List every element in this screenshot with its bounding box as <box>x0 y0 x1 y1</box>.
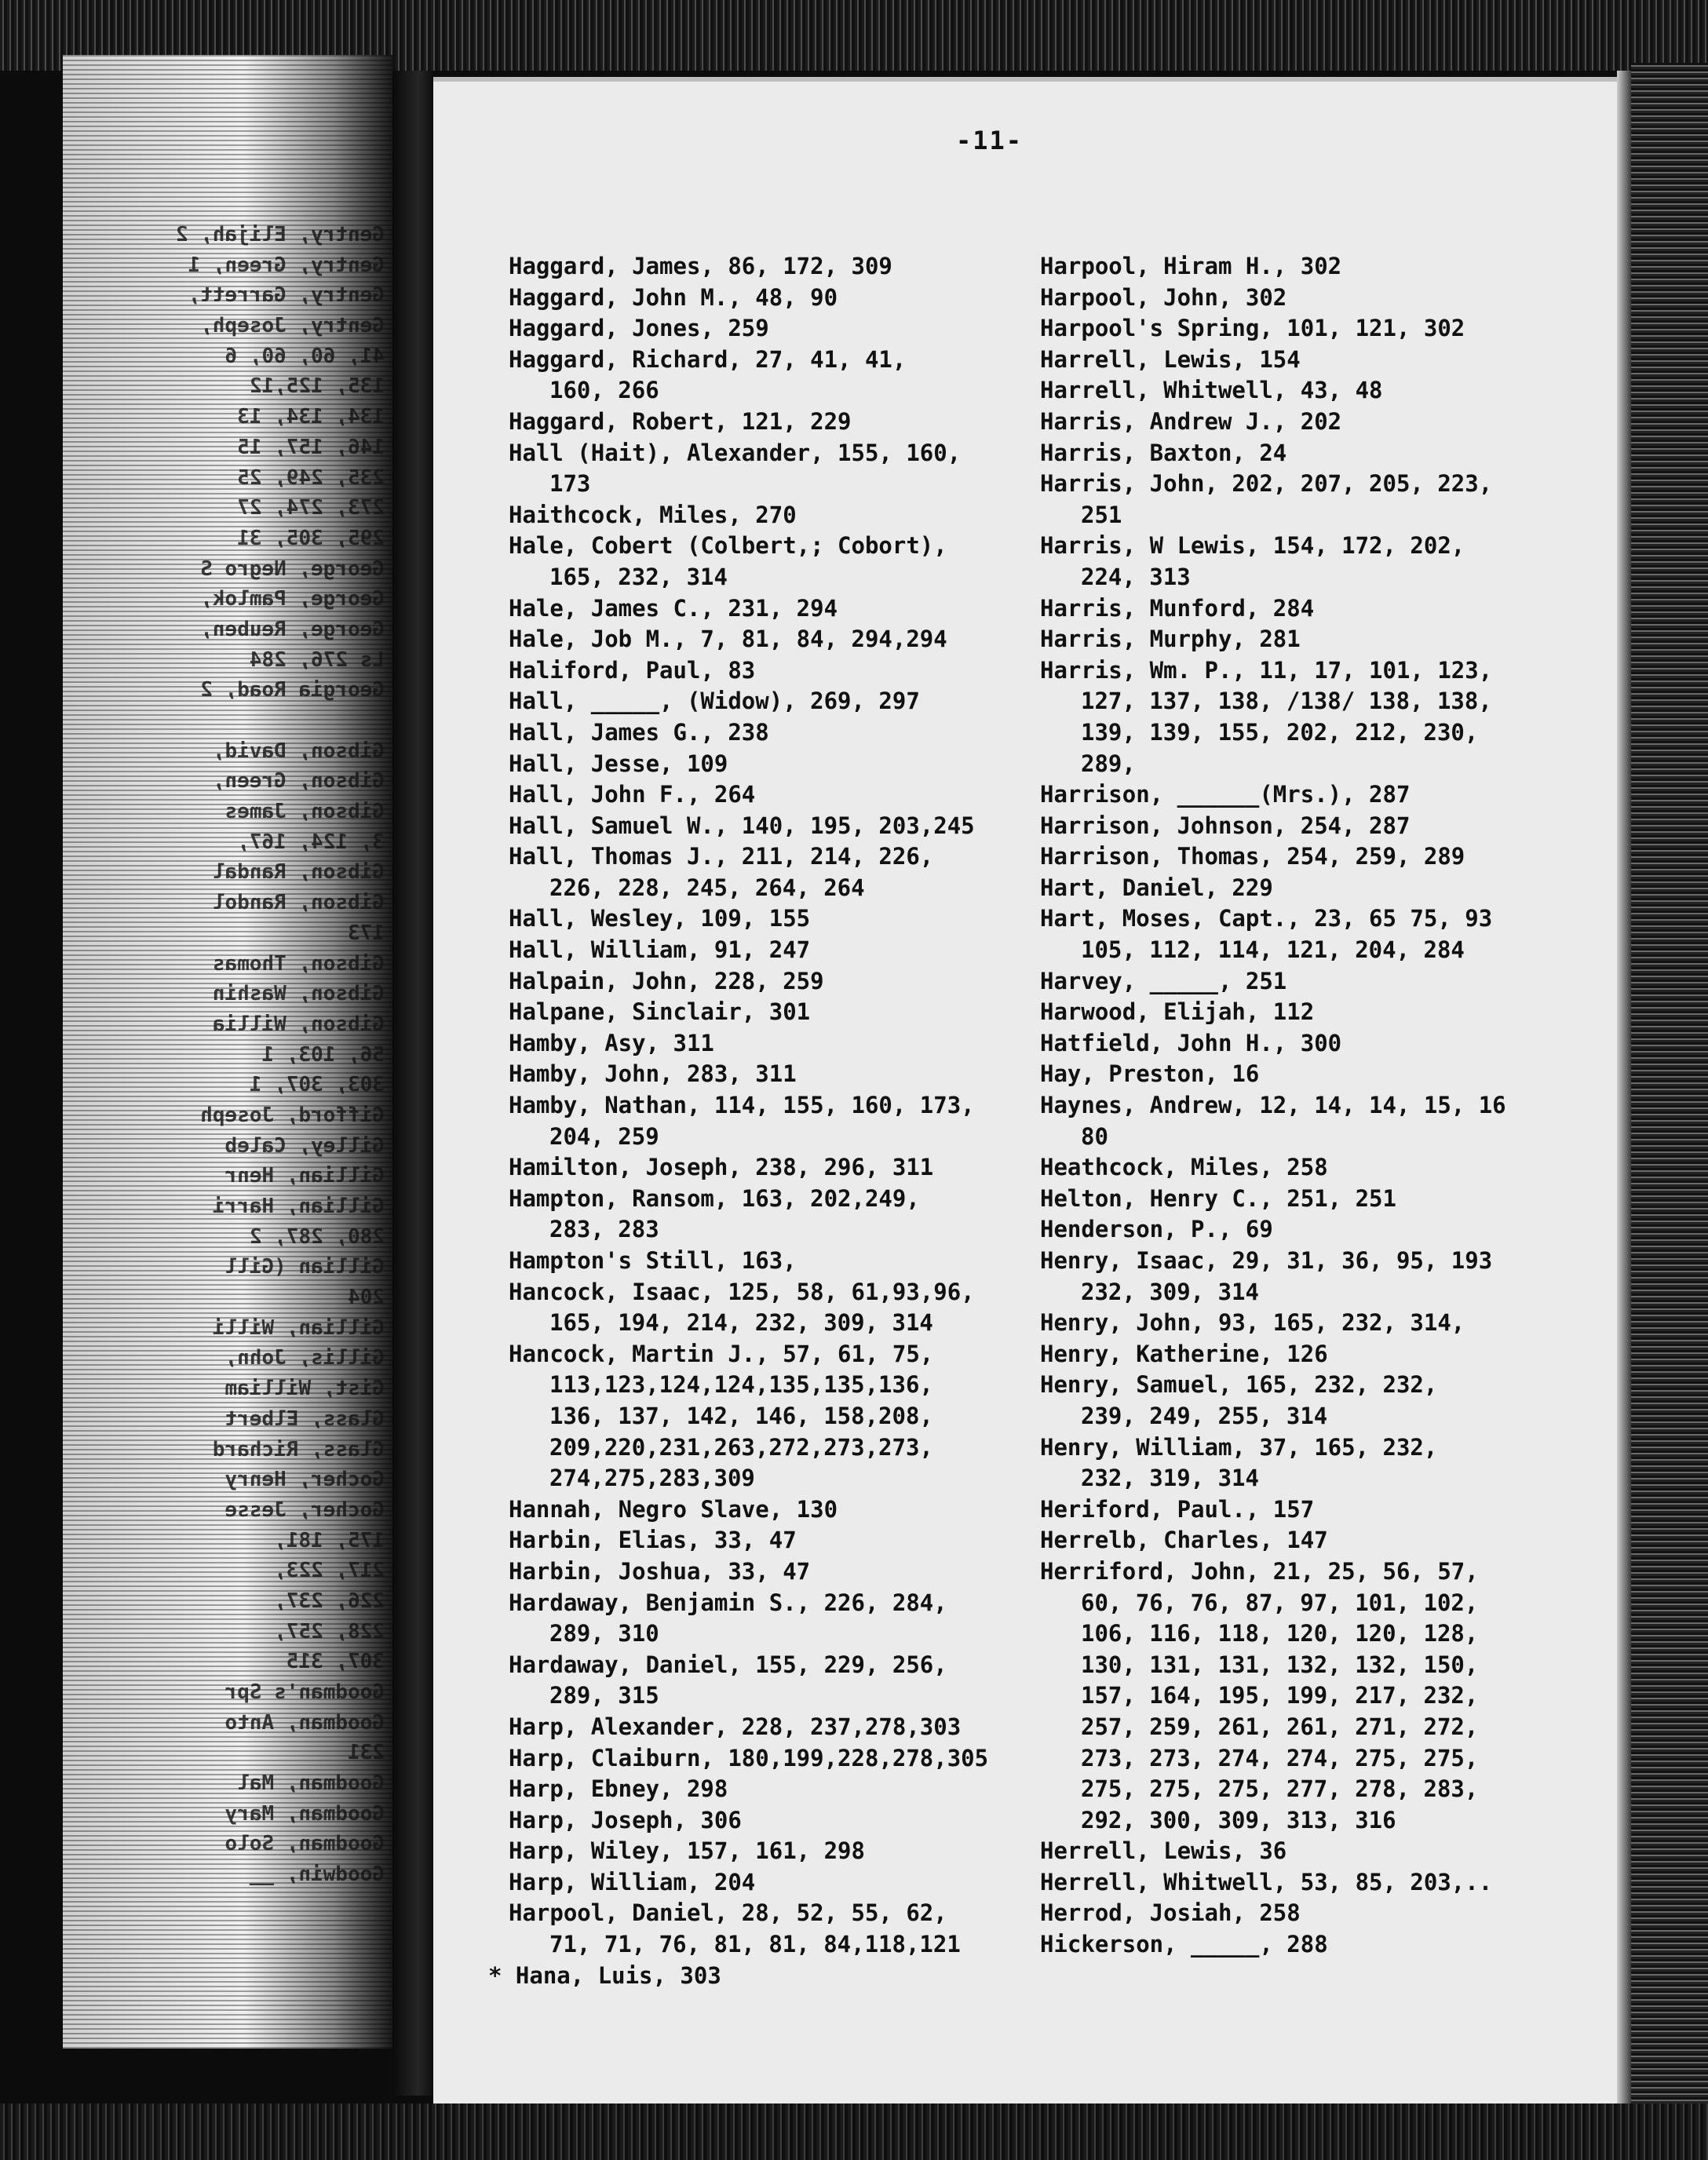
mirrored-bleed-text <box>71 220 385 1890</box>
index-entry-continuation: 60, 76, 76, 87, 97, 101, 102, <box>1081 1589 1479 1616</box>
index-entry-continuation: 239, 249, 255, 314 <box>1081 1402 1328 1429</box>
index-entry-continuation: 136, 137, 142, 146, 158,208, <box>549 1402 933 1429</box>
index-entry: Harbin, Elias, 33, 47 <box>509 1527 797 1554</box>
bleed-line: Gibson, Thomas <box>212 951 385 976</box>
index-entry: Harrison, Thomas, 254, 259, 289 <box>1040 843 1465 870</box>
index-entry: Hannah, Negro Slave, 130 <box>509 1495 838 1523</box>
bleed-line: Gentry, Elijah, 2 <box>175 223 385 246</box>
index-entry: Haggard, Jones, 259 <box>509 315 769 342</box>
index-entry-continuation: 289, 315 <box>549 1682 659 1709</box>
page-number: -11- <box>956 126 1024 155</box>
index-entry-continuation: 127, 137, 138, /138/ 138, 138, <box>1081 688 1492 715</box>
index-entry-continuation: 283, 283 <box>549 1216 659 1243</box>
index-entry-continuation: 224, 313 <box>1081 563 1191 590</box>
index-entry: Hart, Moses, Capt., 23, 65 75, 93 <box>1040 905 1493 932</box>
bleed-line: Gillian (Gill <box>224 1255 385 1279</box>
bleed-line: 235, 249, 25 <box>237 465 385 490</box>
index-entry: Harpool, Hiram H., 302 <box>1040 253 1342 279</box>
bleed-line: Goodman, Mary <box>224 1801 385 1826</box>
index-entry: Harpool's Spring, 101, 121, 302 <box>1040 315 1465 342</box>
index-entry-continuation: 71, 71, 76, 81, 81, 84,118,121 <box>549 1931 961 1958</box>
bleed-line: 135, 125,12 <box>249 374 385 399</box>
index-entry-continuation: 209,220,231,263,272,273,273, <box>549 1433 933 1461</box>
bleed-line: Gibson, Washin <box>212 982 385 1006</box>
index-entry: Hamby, John, 283, 311 <box>509 1060 797 1088</box>
bleed-line: Goodwin, __ <box>249 1863 385 1887</box>
index-entry: Harris, John, 202, 207, 205, 223, <box>1040 470 1493 498</box>
index-entry: Harpool, Daniel, 28, 52, 55, 62, <box>509 1899 947 1927</box>
index-entry: Hancock, Martin J., 57, 61, 75, <box>509 1340 934 1367</box>
index-entry: Harrison, Johnson, 254, 287 <box>1040 812 1411 839</box>
index-column-right <box>1040 251 1542 1961</box>
bleed-line: Gibson, James <box>224 800 385 824</box>
index-entry: Harris, W Lewis, 154, 172, 202, <box>1040 532 1465 560</box>
index-entry: Hall, Samuel W., 140, 195, 203,245 <box>509 812 975 839</box>
index-entry: Harris, Wm. P., 11, 17, 101, 123, <box>1040 656 1493 684</box>
index-entry: Harris, Andrew J., 202 <box>1040 407 1342 435</box>
bleed-line: Goodman's Spr <box>224 1680 385 1704</box>
index-entry: Hall, Jesse, 109 <box>509 750 728 777</box>
index-entry-continuation: 257, 259, 261, 261, 271, 272, <box>1081 1713 1479 1740</box>
bleed-line: Goodman, Anto <box>224 1710 385 1735</box>
facing-page-bleed <box>63 55 392 2049</box>
bleed-line: 226, 237, <box>274 1589 385 1613</box>
index-entry-continuation: 204, 259 <box>549 1122 659 1150</box>
index-entry: Harp, William, 204 <box>509 1868 756 1895</box>
index-entry-continuation: 80 <box>1081 1122 1108 1150</box>
index-entry: Harpool, John, 302 <box>1040 283 1287 311</box>
index-entry-continuation: 289, 310 <box>549 1620 659 1647</box>
bleed-line: 175, 181, <box>274 1528 385 1552</box>
bleed-line: Gentry, Garrett, <box>188 283 385 308</box>
index-entry: Hale, James C., 231, 294 <box>509 594 838 622</box>
index-entry: Harp, Claiburn, 180,199,228,278,305 <box>509 1744 989 1771</box>
index-entry: Hale, Job M., 7, 81, 84, 294,294 <box>509 626 947 653</box>
bleed-line: 3, 124, 167, <box>237 830 385 854</box>
index-entry: Hamilton, Joseph, 238, 296, 311 <box>509 1154 934 1181</box>
bleed-line: 231 <box>348 1741 385 1765</box>
index-entry: Hall, Thomas J., 211, 214, 226, <box>509 843 934 870</box>
index-entry-continuation: 165, 232, 314 <box>549 563 728 590</box>
bleed-line: Gocher, Jesse <box>224 1498 385 1522</box>
bleed-line: Gentry, Joseph, <box>200 314 385 338</box>
index-entry: Hancock, Isaac, 125, 58, 61,93,96, <box>509 1278 975 1305</box>
bleed-line: Gillian, Henr <box>224 1164 385 1188</box>
index-entry-continuation: 160, 266 <box>549 377 659 404</box>
index-entry: Harp, Joseph, 306 <box>509 1806 742 1833</box>
bleed-line: Glass, Richard <box>212 1437 385 1461</box>
bleed-line: Gilley, Caleb <box>224 1133 385 1158</box>
index-entry-continuation: 157, 164, 195, 199, 217, 232, <box>1081 1682 1479 1709</box>
book-gutter <box>392 71 436 2096</box>
index-entry: Heriford, Paul., 157 <box>1040 1495 1315 1523</box>
bleed-line: Gibson, Randol <box>212 891 385 915</box>
bleed-line: Ls 276, 284 <box>249 648 385 672</box>
bleed-line: Gibson, Randal <box>212 860 385 885</box>
bleed-line: Goodman, Solo <box>224 1832 385 1856</box>
bleed-line: Gibson, Green, <box>212 769 385 794</box>
index-entry: Henry, John, 93, 165, 232, 314, <box>1040 1309 1465 1337</box>
index-entry: Hall, James G., 238 <box>509 718 769 746</box>
index-entry: Henry, Katherine, 126 <box>1040 1340 1328 1367</box>
index-entry-continuation: 232, 309, 314 <box>1081 1278 1259 1305</box>
bleed-line <box>71 706 385 736</box>
index-entry-continuation: 274,275,283,309 <box>549 1465 755 1492</box>
bleed-line: 173 <box>348 921 385 945</box>
index-entry-continuation: 130, 131, 131, 132, 132, 150, <box>1081 1651 1479 1678</box>
index-entry: Henderson, P., 69 <box>1040 1216 1273 1243</box>
index-entry-continuation: 226, 228, 245, 264, 264 <box>549 874 865 901</box>
bleed-line: 280, 287, 2 <box>249 1224 385 1249</box>
index-entry: Halpain, John, 228, 259 <box>509 967 824 994</box>
index-entry: Harp, Wiley, 157, 161, 298 <box>509 1837 865 1865</box>
index-entry: Hickerson, _____, 288 <box>1040 1931 1328 1958</box>
index-entry: Hall, Wesley, 109, 155 <box>509 905 811 932</box>
bleed-line: Glass, Elbert <box>224 1407 385 1431</box>
index-entry: Haggard, Robert, 121, 229 <box>509 407 852 435</box>
index-entry: Hall, _____, (Widow), 269, 297 <box>509 688 920 715</box>
index-entry: Hall, John F., 264 <box>509 781 756 808</box>
index-entry: Hay, Preston, 16 <box>1040 1060 1260 1088</box>
index-entry: Harris, Baxton, 24 <box>1040 439 1287 466</box>
index-entry: Harwood, Elijah, 112 <box>1040 998 1315 1026</box>
index-entry: Hampton's Still, 163, <box>509 1247 797 1274</box>
index-entry: Harrell, Lewis, 154 <box>1040 345 1301 373</box>
index-entry: Hamby, Asy, 311 <box>509 1029 714 1056</box>
bleed-line: Gist, William <box>224 1377 385 1401</box>
bleed-line: Gibson, Willia <box>212 1012 385 1036</box>
index-entry-continuation: 113,123,124,124,135,135,136, <box>549 1371 933 1399</box>
bleed-line: Gillis, John, <box>224 1346 385 1370</box>
scan-noise-bottom <box>0 2103 1708 2160</box>
index-entry: Henry, Samuel, 165, 232, 232, <box>1040 1371 1438 1399</box>
index-entry: Hampton, Ransom, 163, 202,249, <box>509 1184 920 1212</box>
index-entry: * Hana, Luis, 303 <box>488 1961 721 1989</box>
index-entry: Herrell, Lewis, 36 <box>1040 1837 1287 1865</box>
bleed-line: 273, 274, 27 <box>237 496 385 520</box>
index-entry: Herrell, Whitwell, 53, 85, 203,.. <box>1040 1868 1493 1895</box>
index-entry-continuation: 232, 319, 314 <box>1081 1465 1259 1492</box>
index-entry: Herriford, John, 21, 25, 56, 57, <box>1040 1557 1479 1585</box>
index-entry: Heathcock, Miles, 258 <box>1040 1154 1328 1181</box>
index-entry: Hale, Cobert (Colbert,; Cobort), <box>509 532 947 560</box>
index-entry: Harp, Alexander, 228, 237,278,303 <box>509 1713 962 1740</box>
bleed-line: Gibson, David, <box>212 739 385 763</box>
bleed-line: 307, 315 <box>286 1650 385 1674</box>
index-entry: Haggard, John M., 48, 90 <box>509 283 838 311</box>
index-entry: Helton, Henry C., 251, 251 <box>1040 1184 1396 1212</box>
bleed-line: 303, 307, 1 <box>249 1073 385 1097</box>
bleed-line: Goodman, Mal <box>237 1771 385 1796</box>
index-entry: Haithcock, Miles, 270 <box>509 501 797 528</box>
index-entry: Hatfield, John H., 300 <box>1040 1029 1342 1056</box>
bleed-line: Gillian, Harri <box>212 1195 385 1218</box>
index-entry: Haggard, James, 86, 172, 309 <box>509 253 892 279</box>
index-entry: Harrell, Whitwell, 43, 48 <box>1040 377 1383 404</box>
bleed-line: George, Negro S <box>200 556 385 581</box>
bleed-line: 56, 103, 1 <box>261 1042 385 1067</box>
bleed-line: Gifford, Joseph <box>200 1103 385 1127</box>
index-entry: Haggard, Richard, 27, 41, 41, <box>509 345 907 373</box>
bleed-line: Gentry, Green, 1 <box>188 253 385 277</box>
index-entry: Hardaway, Daniel, 155, 229, 256, <box>509 1651 947 1678</box>
index-entry-continuation: 251 <box>1081 501 1122 528</box>
index-entry: Hall (Hait), Alexander, 155, 160, <box>509 439 962 466</box>
bleed-line: 295, 305, 31 <box>237 526 385 550</box>
bleed-line: 204 <box>348 1286 385 1310</box>
index-entry: Herrelb, Charles, 147 <box>1040 1527 1328 1554</box>
index-entry-continuation: 273, 273, 274, 274, 275, 275, <box>1081 1744 1479 1771</box>
index-entry: Hardaway, Benjamin S., 226, 284, <box>509 1589 947 1616</box>
index-entry: Haynes, Andrew, 12, 14, 14, 15, 16 <box>1040 1092 1506 1119</box>
bleed-line: 41, 60, 60, 6 <box>224 344 385 368</box>
index-entry: Herrod, Josiah, 258 <box>1040 1899 1301 1927</box>
index-entry-continuation: 105, 112, 114, 121, 204, 284 <box>1081 936 1465 964</box>
index-entry-continuation: 275, 275, 275, 277, 278, 283, <box>1081 1775 1479 1803</box>
index-entry: Harris, Munford, 284 <box>1040 594 1315 622</box>
index-entry-continuation: 165, 194, 214, 232, 309, 314 <box>549 1309 933 1337</box>
index-entry: Hart, Daniel, 229 <box>1040 874 1273 901</box>
index-entry-continuation: 289, <box>1081 750 1136 777</box>
scan-noise-right <box>1631 63 1708 2160</box>
index-entry: Harvey, _____, 251 <box>1040 967 1287 994</box>
bleed-line: 134, 134, 13 <box>237 405 385 429</box>
bleed-line: Gocher, Henry <box>224 1468 385 1492</box>
index-entry: Harp, Ebney, 298 <box>509 1775 728 1803</box>
index-entry: Henry, William, 37, 165, 232, <box>1040 1433 1438 1461</box>
bleed-line: 217, 223, <box>274 1559 385 1583</box>
bleed-line: 228, 257, <box>274 1619 385 1644</box>
index-entry-continuation: 292, 300, 309, 313, 316 <box>1081 1806 1396 1833</box>
index-entry: Harrison, ______(Mrs.), 287 <box>1040 781 1411 808</box>
index-entry-continuation: 173 <box>549 470 591 498</box>
index-entry: Haliford, Paul, 83 <box>509 656 756 684</box>
bleed-line: 146, 157, 15 <box>237 435 385 459</box>
bleed-line: Georgia Road, 2 <box>200 678 385 702</box>
index-entry: Halpane, Sinclair, 301 <box>509 998 811 1026</box>
index-entry: Henry, Isaac, 29, 31, 36, 95, 193 <box>1040 1247 1493 1274</box>
index-column-left <box>488 251 1011 1991</box>
bleed-line: Gillian, Willi <box>212 1315 385 1340</box>
bleed-line: George, Reuben, <box>200 617 385 641</box>
index-entry: Harbin, Joshua, 33, 47 <box>509 1557 811 1585</box>
index-entry-continuation: 106, 116, 118, 120, 120, 128, <box>1081 1620 1479 1647</box>
index-entry: Harris, Murphy, 281 <box>1040 626 1301 653</box>
bleed-line: George, Pamlok, <box>200 587 385 611</box>
page-edge-shadow <box>1617 71 1631 2127</box>
index-entry: Hall, William, 91, 247 <box>509 936 811 964</box>
index-entry-continuation: 139, 139, 155, 202, 212, 230, <box>1081 718 1479 746</box>
index-entry: Hamby, Nathan, 114, 155, 160, 173, <box>509 1092 975 1119</box>
